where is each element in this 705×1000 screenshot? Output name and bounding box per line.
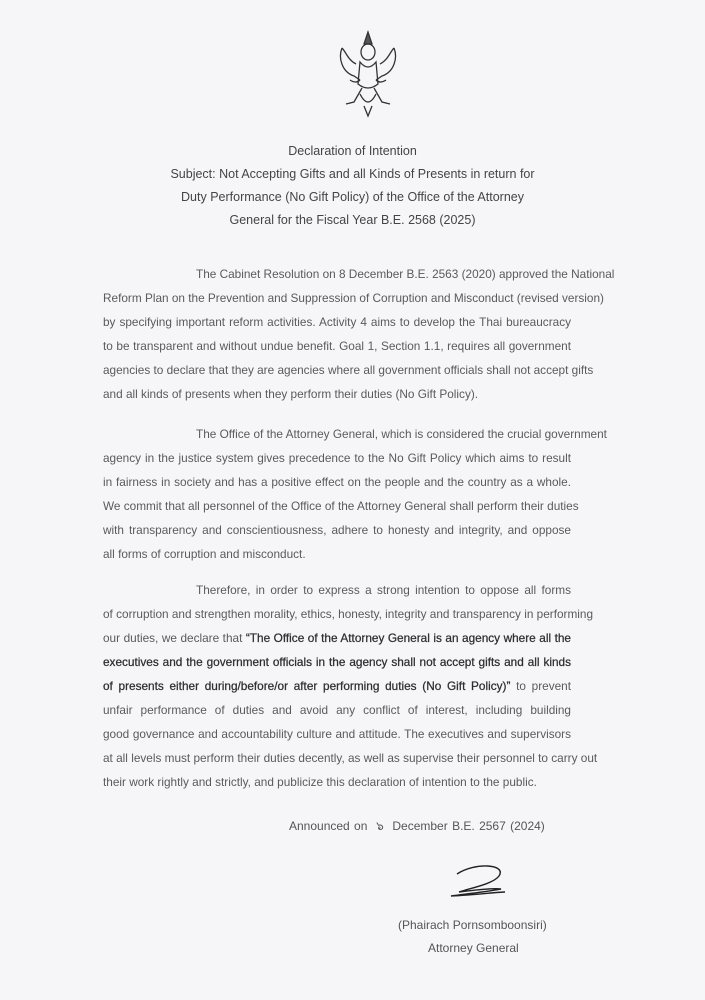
text-line: Therefore, in order to express a strong intention to oppose all forms xyxy=(196,583,571,597)
announcement-date xyxy=(289,818,545,834)
text-line: in fairness in society and has a positive effect on the people and the country as a whole. xyxy=(103,475,571,489)
signatory-name: (Phairach Pornsomboonsiri) xyxy=(398,918,547,932)
garuda-emblem-icon xyxy=(336,28,400,118)
text-line: agencies to declare that they are agencies where all government officials shall not accept gifts xyxy=(103,363,594,377)
text-bold: “The Office of the Attorney General is an agency where all the xyxy=(245,631,571,645)
signature xyxy=(445,862,515,902)
text-line: agency in the justice system gives precedence to the No Gift Policy which aims to result xyxy=(103,451,571,465)
text-line: The Office of the Attorney General, which is considered the crucial government xyxy=(196,427,607,441)
text-line xyxy=(103,630,571,646)
text-line: Reform Plan on the Prevention and Suppression of Corruption and Misconduct (revised version) xyxy=(103,291,604,305)
text-line: of corruption and strengthen morality, ethics, honesty, integrity and transparency in performing xyxy=(103,607,594,621)
text-line: The Cabinet Resolution on 8 December B.E. 2563 (2020) approved the National xyxy=(196,267,615,281)
text-plain: to prevent xyxy=(510,679,571,693)
announcement-prefix: Announced on xyxy=(289,819,368,833)
subject-line: General for the Fiscal Year B.E. 2568 (2025) xyxy=(229,213,476,227)
document-title: Declaration of Intention xyxy=(288,144,417,158)
text-line: their work rightly and strictly, and publicize this declaration of intention to the public. xyxy=(103,775,537,789)
text-bold: executives and the government officials in the agency shall not accept gifts and all kinds xyxy=(103,655,571,669)
text-line: by specifying important reform activities. Activity 4 aims to develop the Thai bureaucracy xyxy=(103,315,571,329)
signatory-position: Attorney General xyxy=(428,941,519,955)
text-line: good governance and accountability culture and attitude. The executives and supervisors xyxy=(103,727,571,741)
announcement-suffix: December B.E. 2567 (2024) xyxy=(392,819,545,833)
text-line xyxy=(103,654,571,670)
text-line: We commit that all personnel of the Office of the Attorney General shall perform their duties xyxy=(103,499,579,513)
text-line: at all levels must perform their duties decently, as well as supervise their personnel to carry out xyxy=(103,751,598,765)
subject-line: Duty Performance (No Gift Policy) of the Office of the Attorney xyxy=(181,190,524,204)
subject-line: Subject: Not Accepting Gifts and all Kinds of Presents in return for xyxy=(170,167,535,181)
text-line: with transparency and conscientiousness, adhere to honesty and integrity, and oppose xyxy=(103,523,571,537)
text-line: to be transparent and without undue benefit. Goal 1, Section 1.1, requires all government xyxy=(103,339,571,353)
text-line xyxy=(103,678,571,694)
text-line: all forms of corruption and misconduct. xyxy=(103,547,306,561)
text-line: and all kinds of presents when they perform their duties (No Gift Policy). xyxy=(103,387,479,401)
announcement-day: ๖ xyxy=(376,819,384,833)
text-line: unfair performance of duties and avoid any conflict of interest, including building xyxy=(103,703,571,717)
text-plain: our duties, we declare that xyxy=(103,631,246,645)
text-bold: of presents either during/before/or after performing duties (No Gift Policy)” xyxy=(103,679,511,693)
